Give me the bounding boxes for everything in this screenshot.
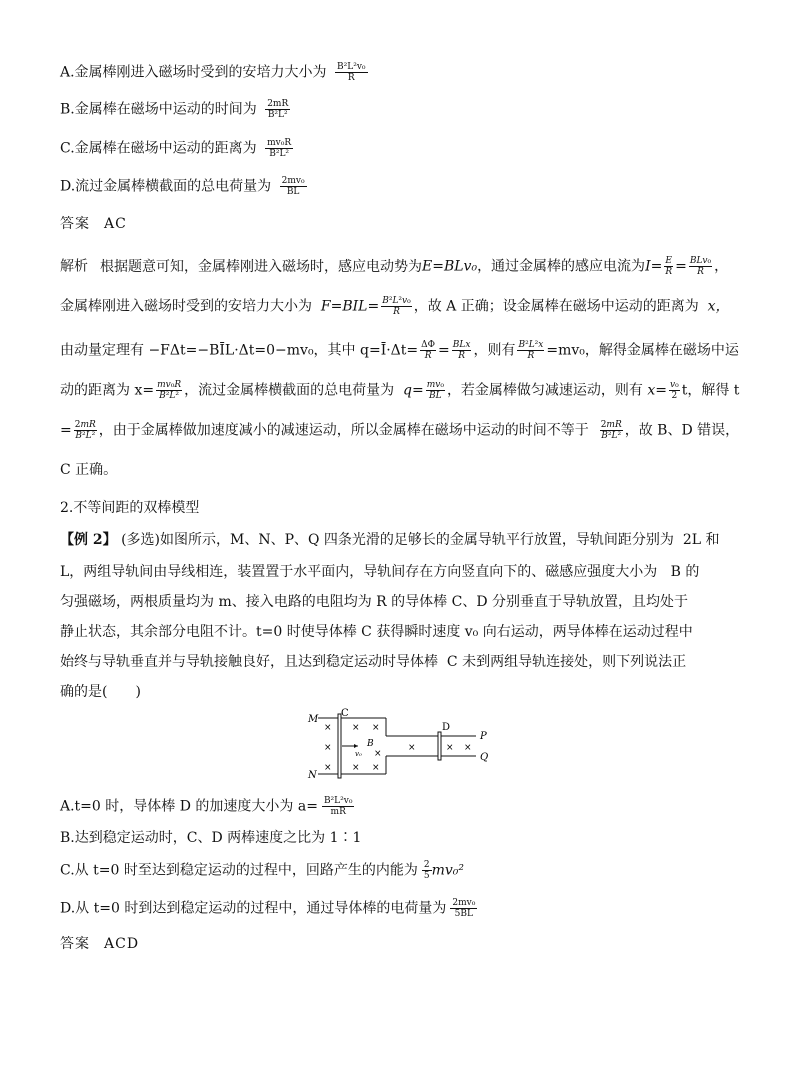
analysis-line-5	[60, 420, 739, 441]
cross: ×	[374, 749, 382, 759]
fraction	[74, 420, 97, 441]
option-text: D.从 t=0 时到达到稳定运动的过程中，通过导体棒的电荷量为	[60, 900, 447, 917]
text: C 未到两组导轨连接处，则下列说法正	[446, 654, 687, 670]
text: 始终与导轨垂直并与导轨接触良好，且达到稳定运动时导体棒	[60, 654, 438, 670]
numerator: BLx	[452, 340, 471, 350]
text: (多选)如图所示，M、N、P、Q 四条光滑的足够长的金属导轨平行放置，导轨间距分别为	[121, 532, 674, 548]
fraction	[452, 340, 472, 361]
text: t，解得 t	[681, 382, 740, 399]
option-text: C.金属棒在磁场中运动的距离为	[60, 140, 257, 157]
example-line-1	[60, 530, 720, 550]
q2-option-b: B.达到稳定运动时，C、D 两棒速度之比为 1∶1	[60, 830, 362, 846]
formula: E=BLv₀	[422, 258, 478, 275]
fraction	[669, 380, 680, 401]
fraction	[280, 176, 307, 197]
cross: ×	[372, 763, 380, 773]
formula: I=	[645, 258, 663, 275]
numerator: 2mv₀	[281, 176, 305, 186]
analysis-line-2	[60, 296, 730, 317]
numerator: mv₀	[426, 380, 444, 390]
numerator: 2mv₀	[452, 898, 476, 908]
fraction	[265, 99, 290, 120]
text: ，通过金属棒的感应电流为	[477, 258, 646, 275]
cross: ×	[446, 743, 454, 753]
numerator: 2mR	[600, 420, 622, 430]
cross: ×	[324, 763, 332, 773]
text: =	[60, 422, 72, 439]
fraction	[600, 420, 623, 441]
denominator: 2	[671, 391, 678, 401]
section-title: 2.不等间距的双棒模型	[60, 500, 200, 516]
example-tag: 【例 2】	[60, 532, 117, 548]
option-d	[60, 176, 307, 197]
example-line-3: 匀强磁场，两根质量均为 m、接入电路的电阻均为 R 的导体棒 C、D 分别垂直于导轨放置，且均处于	[60, 594, 689, 610]
denominator: B²L²	[267, 110, 288, 120]
answer-label: 答案	[60, 216, 90, 232]
denominator: R	[393, 307, 400, 317]
cross: ×	[372, 723, 380, 733]
label-p: P	[480, 731, 487, 742]
denominator: 5	[423, 871, 430, 881]
analysis-line-4	[60, 380, 739, 401]
denominator: B²L²	[159, 391, 179, 401]
formula: x，	[707, 298, 730, 315]
fraction	[426, 380, 445, 401]
fraction	[517, 340, 544, 361]
formula: q=	[403, 382, 424, 399]
formula: mv₀²	[431, 862, 464, 879]
denominator: R	[527, 351, 535, 361]
numerator: E	[665, 256, 672, 266]
rod-d	[438, 732, 441, 760]
denominator: R	[424, 351, 432, 361]
option-a	[60, 62, 368, 83]
label-d: D	[442, 722, 451, 733]
formula: x=	[647, 382, 668, 399]
denominator: mR	[330, 807, 346, 817]
numerator: mv₀R	[157, 380, 182, 390]
example-line-6: 确的是( )	[60, 684, 141, 700]
denominator: R	[347, 73, 355, 83]
fraction	[381, 296, 412, 317]
option-text: C.从 t=0 时至达到稳定运动的过程中，回路产生的内能为	[60, 862, 418, 879]
numerator: v₀	[670, 380, 679, 390]
denominator: BL	[429, 391, 442, 401]
analysis-label: 解析	[60, 258, 88, 275]
denominator: B²L²	[601, 431, 622, 441]
fraction	[664, 256, 673, 277]
denominator: B²L²	[269, 149, 290, 159]
text: 2L 和	[682, 532, 720, 548]
fraction	[335, 62, 368, 83]
answer-label: 答案	[60, 936, 90, 952]
fraction	[420, 340, 436, 361]
cross: ×	[464, 743, 472, 753]
text: ，流过金属棒横截面的总电荷量为	[184, 382, 395, 399]
denominator: R	[697, 267, 704, 277]
example-line-2	[60, 562, 699, 582]
numerator: mv₀R	[267, 138, 292, 148]
answer-2	[60, 934, 139, 954]
label-b: B	[367, 739, 374, 749]
label-m: M	[308, 714, 319, 725]
numerator: ΔΦ	[421, 340, 436, 350]
numerator: 2mR	[267, 99, 289, 109]
text: C 正确。	[60, 462, 118, 478]
option-text: B.金属棒在磁场中运动的时间为	[60, 101, 257, 118]
denominator: B²L²	[75, 431, 96, 441]
numerator: 2	[423, 860, 430, 870]
label-v0: v₀	[355, 750, 362, 758]
denominator: 5BL	[454, 909, 473, 919]
fraction	[422, 860, 432, 881]
example-line-4: 静止状态，其余部分电阻不计。t=0 时使导体棒 C 获得瞬时速度 v₀ 向右运动，两导体棒在运动过程中	[60, 624, 693, 640]
answer-1	[60, 214, 127, 234]
arrow-head	[354, 744, 358, 748]
text: 根据题意可知，金属棒刚进入磁场时，感应电动势为	[100, 258, 422, 275]
option-text: A.t=0 时，导体棒 D 的加速度大小为 a=	[60, 798, 318, 815]
answer-value: ACD	[104, 936, 140, 952]
cross: ×	[352, 763, 360, 773]
q2-option-d	[60, 898, 477, 919]
label-q: Q	[480, 752, 489, 763]
analysis-line-1: 解析 根据题意可知，金属棒刚进入磁场时，感应电动势为E=BLv₀，通过金属棒的感应电流为I= $\frac{E}{R}$ = $\frac{\text{BLv₀}}{R}$ ，	[60, 256, 729, 277]
fraction	[156, 380, 182, 401]
text: 金属棒刚进入磁场时受到的安培力大小为	[60, 298, 312, 315]
cross: ×	[324, 723, 332, 733]
example-line-5	[60, 652, 686, 672]
option-text: A.金属棒刚进入磁场时受到的安培力大小为	[60, 64, 327, 81]
text: ，故 A 正确；设金属棒在磁场中运动的距离为	[413, 298, 699, 315]
answer-value: AC	[104, 216, 127, 232]
fraction	[450, 898, 477, 919]
numerator: B²L²v₀	[382, 296, 411, 306]
q2-option-a	[60, 796, 354, 817]
text: ，则有	[473, 342, 516, 359]
fraction	[265, 138, 293, 159]
q2-option-c	[60, 860, 464, 881]
text: ，故 B、D 错误，	[624, 422, 740, 439]
denominator: R	[458, 351, 465, 361]
cross: ×	[408, 743, 416, 753]
fraction	[689, 256, 712, 277]
cross: ×	[352, 723, 360, 733]
text: ，若金属棒做匀减速运动，则有	[446, 382, 643, 399]
analysis-line-6	[60, 460, 117, 480]
rail-diagram	[300, 708, 500, 788]
text: 由动量定理有 −FΔt=−BĪL·Δt=0−mv₀，其中 q=Ī·Δt=	[60, 342, 419, 359]
fraction	[322, 796, 355, 817]
text: =mv₀，解得金属棒在磁场中运	[546, 342, 739, 359]
numerator: B²L²v₀	[323, 796, 353, 806]
option-c	[60, 138, 293, 159]
denominator: R	[665, 267, 673, 277]
text: L，两组导轨间由导线相连，装置置于水平面内，导轨间存在方向竖直向下的、磁感应强度大小为	[60, 564, 658, 580]
numerator: B²L²v₀	[337, 62, 366, 72]
formula: F=BIL=	[320, 298, 380, 315]
cross: ×	[324, 743, 332, 753]
option-text: D.流过金属棒横截面的总电荷量为	[60, 178, 272, 195]
numerator: 2mR	[74, 420, 96, 430]
text: ，由于金属棒做加速度减小的减速运动，所以金属棒在磁场中运动的时间不等于	[98, 422, 589, 439]
denominator: BL	[286, 187, 300, 197]
numerator: B²L²x	[518, 340, 544, 350]
text: B 的	[670, 564, 700, 580]
analysis-line-3: 由动量定理有 −FΔt=−BĪL·Δt=0−mv₀，其中 q=Ī·Δt= $\frac{\Delta\Phi}{R}$ = $\frac{\text{BLx}}{R}$ ，则有 $\frac{\text{B²L²x}}{R}$ =mv₀，解得金属棒在磁场中运	[60, 340, 739, 361]
numerator: BLv₀	[689, 256, 712, 266]
label-c: C	[341, 708, 349, 719]
option-b	[60, 99, 290, 120]
label-n: N	[308, 770, 317, 781]
text: 动的距离为 x=	[60, 382, 155, 399]
rod-c	[338, 714, 341, 778]
